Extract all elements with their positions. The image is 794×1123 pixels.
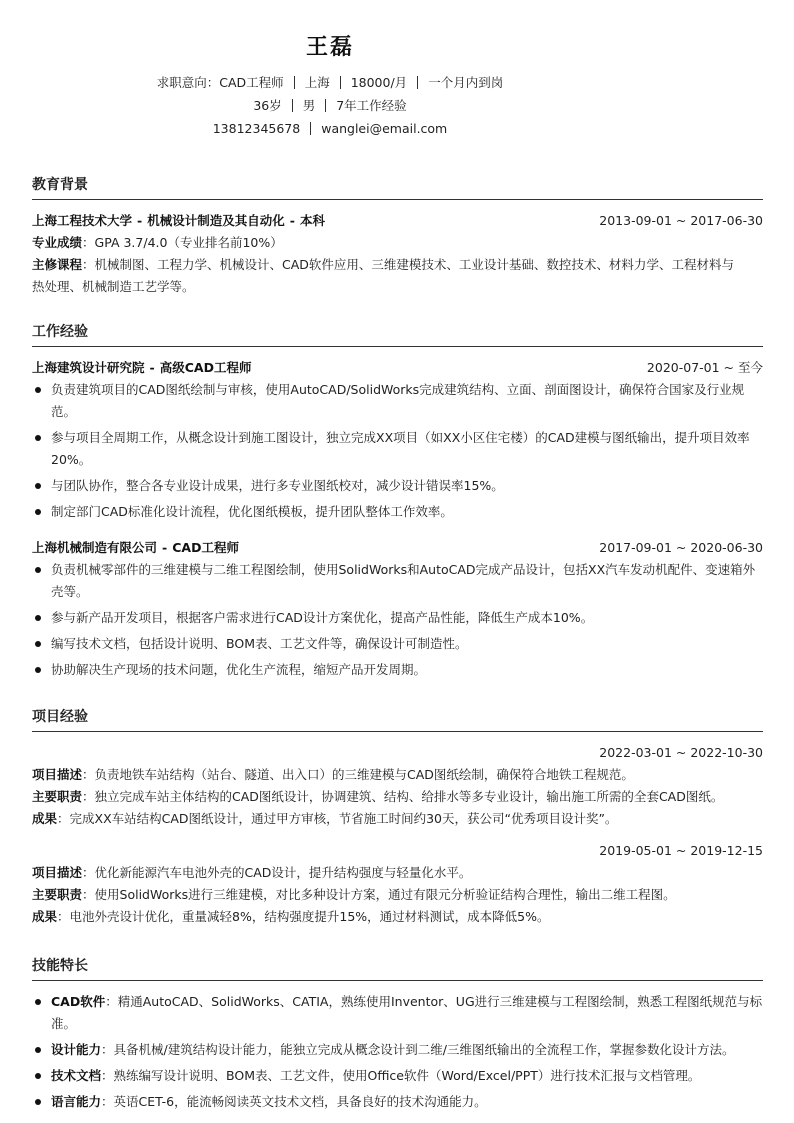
- resume-header: [0, 30, 660, 140]
- job-intent: 求职意向：CAD工程师: [156, 75, 284, 90]
- divider: [325, 99, 326, 112]
- list-item: 参与新产品开发项目，根据客户需求进行CAD设计方案优化，提高产品性能，降低生产成本10%。: [32, 607, 763, 629]
- skill-text: 英语CET-6，能流畅阅读英文技术文档，具备良好的技术沟通能力。: [113, 1094, 487, 1109]
- courses-value-cont: 热处理、机械制造工艺学等。: [32, 279, 195, 294]
- project-row: [32, 742, 763, 764]
- salary: 18000/月: [350, 75, 408, 90]
- projects-section: [32, 706, 763, 928]
- job-entry: [32, 357, 763, 523]
- job-bullets: [32, 559, 763, 681]
- age: 36岁: [253, 98, 282, 113]
- skill-label: 技术文档: [51, 1068, 102, 1083]
- project-result: 成果：电池外壳设计优化，重量减轻8%，结构强度提升15%，通过材料测试，成本降低5%。: [32, 909, 550, 924]
- section-title: 教育背景: [32, 174, 763, 200]
- project-desc: 项目描述：负责地铁车站结构（站台、隧道、出入口）的三维建模与CAD图纸绘制，确保符合地铁工程规范。: [32, 767, 634, 782]
- gpa-label: 专业成绩: [32, 235, 83, 250]
- major: 机械设计制造及其自动化: [147, 213, 285, 228]
- education-row: [32, 210, 763, 232]
- job-role: CAD工程师: [172, 540, 239, 555]
- candidate-name: 王磊: [305, 35, 354, 60]
- project-desc: 项目描述：优化新能源汽车电池外壳的CAD设计，提升结构强度与轻量化水平。: [32, 865, 472, 880]
- experience-years: 7年工作经验: [336, 98, 407, 113]
- education-section: [32, 174, 763, 298]
- header-line-basic: [0, 94, 660, 117]
- skills-section: [32, 955, 763, 1117]
- job-heading: 上海建筑设计研究院 - 高级CAD工程师: [32, 360, 252, 375]
- result-text: 完成XX车站结构CAD图纸设计，通过甲方审核，节省施工时间约30天，获公司“优秀项目设计奖”。: [69, 811, 618, 826]
- header-line-contact: [0, 117, 660, 140]
- gpa-line: 专业成绩：GPA 3.7/4.0（专业排名前10%）: [32, 235, 283, 250]
- project-dates: 2019-05-01 ~ 2019-12-15: [599, 843, 763, 858]
- job-dates: 2017-09-01 ~ 2020-06-30: [599, 540, 763, 555]
- project-row: [32, 840, 763, 862]
- school-name: 上海工程技术大学: [32, 213, 133, 228]
- job-heading: 上海机械制造有限公司 - CAD工程师: [32, 540, 239, 555]
- email[interactable]: wanglei@email.com: [321, 121, 448, 136]
- divider: [294, 76, 295, 89]
- desc-label: 项目描述: [32, 767, 83, 782]
- result-label: 成果: [32, 811, 58, 826]
- work-section: [32, 321, 763, 685]
- duty-text: 独立完成车站主体结构的CAD图纸设计，协调建筑、结构、给排水等多专业设计，输出施工所需的全套CAD图纸。: [94, 789, 724, 804]
- job-row: [32, 537, 763, 559]
- gpa-value: GPA 3.7/4.0（专业排名前10%）: [94, 235, 283, 250]
- skill-text: 具备机械/建筑结构设计能力，能独立完成从概念设计到二维/三维图纸输出的全流程工作，掌握参数化设计方法。: [113, 1042, 735, 1057]
- divider: [417, 76, 418, 89]
- courses-label: 主修课程: [32, 257, 83, 272]
- list-item: 负责建筑项目的CAD图纸绘制与审核，使用AutoCAD/SolidWorks完成建筑结构、立面、剖面图设计，确保符合国家及行业规范。: [32, 379, 763, 423]
- section-title: 项目经验: [32, 706, 763, 732]
- desc-text: 负责地铁车站结构（站台、隧道、出入口）的三维建模与CAD图纸绘制，确保符合地铁工程规范。: [94, 767, 634, 782]
- phone[interactable]: 13812345678: [212, 121, 301, 136]
- job-bullets: [32, 379, 763, 523]
- project-duty: 主要职责：独立完成车站主体结构的CAD图纸设计，协调建筑、结构、给排水等多专业设计，输出施工所需的全套CAD图纸。: [32, 789, 724, 804]
- skill-label: CAD软件: [51, 994, 106, 1009]
- result-label: 成果: [32, 909, 58, 924]
- duty-label: 主要职责: [32, 789, 83, 804]
- project-result: 成果：完成XX车站结构CAD图纸设计，通过甲方审核，节省施工时间约30天，获公司“优秀项目设计奖”。: [32, 811, 618, 826]
- list-item: 协助解决生产现场的技术问题，优化生产流程，缩短产品开发周期。: [32, 659, 763, 681]
- courses-value: 机械制图、工程力学、机械设计、CAD软件应用、三维建模技术、工业设计基础、数控技术、材料力学、工程材料与: [94, 257, 734, 272]
- skill-label: 设计能力: [51, 1042, 102, 1057]
- divider: [310, 122, 311, 135]
- list-item: 与团队协作，整合各专业设计成果，进行多专业图纸校对，减少设计错误率15%。: [32, 475, 763, 497]
- list-item: CAD软件：精通AutoCAD、SolidWorks、CATIA，熟练使用Inventor、UG进行三维建模与工程图绘制，熟悉工程图纸规范与标准。: [32, 991, 763, 1035]
- job-entry: [32, 537, 763, 681]
- list-item: 负责机械零部件的三维建模与二维工程图绘制，使用SolidWorks和AutoCAD完成产品设计，包括XX汽车发动机配件、变速箱外壳等。: [32, 559, 763, 603]
- list-item: 参与项目全周期工作，从概念设计到施工图设计，独立完成XX项目（如XX小区住宅楼）的CAD建模与图纸输出，提升项目效率20%。: [32, 427, 763, 471]
- education-heading: 上海工程技术大学 - 机械设计制造及其自动化 - 本科: [32, 213, 325, 228]
- skill-text: 精通AutoCAD、SolidWorks、CATIA，熟练使用Inventor、UG进行三维建模与工程图绘制，熟悉工程图纸规范与标准。: [51, 994, 763, 1031]
- education-dates: 2013-09-01 ~ 2017-06-30: [599, 213, 763, 228]
- desc-text: 优化新能源汽车电池外壳的CAD设计，提升结构强度与轻量化水平。: [94, 865, 472, 880]
- desc-label: 项目描述: [32, 865, 83, 880]
- divider: [340, 76, 341, 89]
- company-name: 上海机械制造有限公司: [32, 540, 158, 555]
- project-dates: 2022-03-01 ~ 2022-10-30: [599, 745, 763, 760]
- result-text: 电池外壳设计优化，重量减轻8%，结构强度提升15%，通过材料测试，成本降低5%。: [69, 909, 550, 924]
- list-item: 技术文档：熟练编写设计说明、BOM表、工艺文件，使用Office软件（Word/Excel/PPT）进行技术汇报与文档管理。: [32, 1065, 763, 1087]
- project-entry: [32, 840, 763, 928]
- courses-line: 主修课程：机械制图、工程力学、机械设计、CAD软件应用、三维建模技术、工业设计基础、数控技术、材料力学、工程材料与 热处理、机械制造工艺学等。: [32, 257, 734, 294]
- skill-text: 熟练编写设计说明、BOM表、工艺文件，使用Office软件（Word/Excel/PPT）进行技术汇报与文档管理。: [113, 1068, 701, 1083]
- list-item: 语言能力：英语CET-6，能流畅阅读英文技术文档，具备良好的技术沟通能力。: [32, 1091, 763, 1113]
- divider: [292, 99, 293, 112]
- project-duty: 主要职责：使用SolidWorks进行三维建模，对比多种设计方案，通过有限元分析验证结构合理性，输出二维工程图。: [32, 887, 676, 902]
- duty-label: 主要职责: [32, 887, 83, 902]
- section-title: 技能特长: [32, 955, 763, 981]
- location: 上海: [304, 75, 330, 90]
- job-dates: 2020-07-01 ~ 至今: [646, 360, 763, 375]
- job-row: [32, 357, 763, 379]
- job-role: 高级CAD工程师: [159, 360, 252, 375]
- company-name: 上海建筑设计研究院: [32, 360, 145, 375]
- availability: 一个月内到岗: [428, 75, 504, 90]
- degree: 本科: [299, 213, 325, 228]
- section-title: 工作经验: [32, 321, 763, 347]
- project-entry: [32, 742, 763, 830]
- skill-label: 语言能力: [51, 1094, 102, 1109]
- gender: 男: [302, 98, 316, 113]
- list-item: 设计能力：具备机械/建筑结构设计能力，能独立完成从概念设计到二维/三维图纸输出的全流程工作，掌握参数化设计方法。: [32, 1039, 763, 1061]
- list-item: 编写技术文档，包括设计说明、BOM表、工艺文件等，确保设计可制造性。: [32, 633, 763, 655]
- skills-list: [32, 991, 763, 1113]
- duty-text: 使用SolidWorks进行三维建模，对比多种设计方案，通过有限元分析验证结构合理性，输出二维工程图。: [94, 887, 676, 902]
- list-item: 制定部门CAD标准化设计流程，优化图纸模板，提升团队整体工作效率。: [32, 501, 763, 523]
- header-line-intent: [0, 71, 660, 94]
